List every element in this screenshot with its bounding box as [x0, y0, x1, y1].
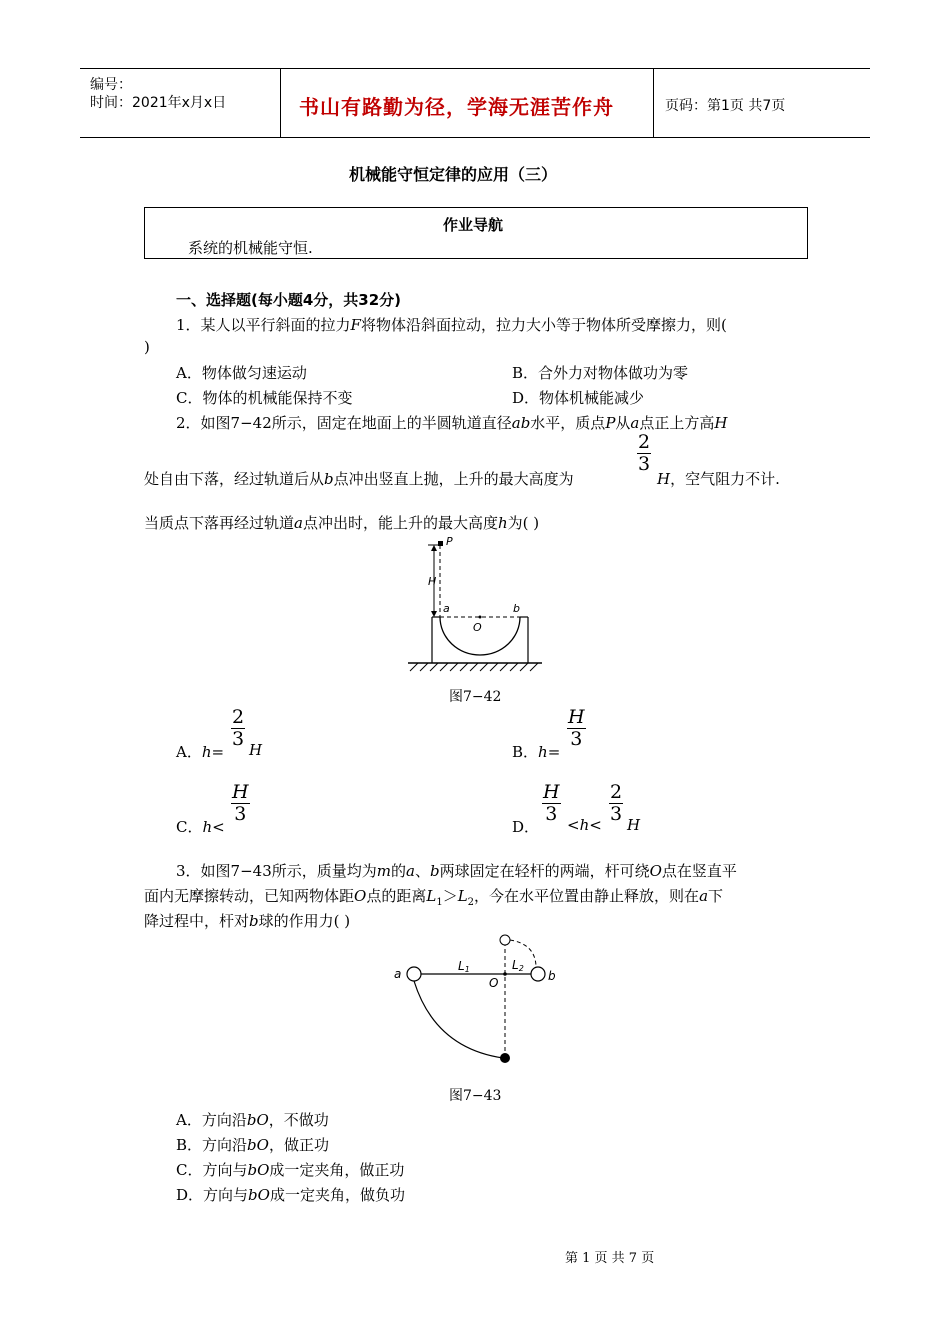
q3-option-a: A．方向沿bO，不做功: [176, 1111, 329, 1129]
fig43-label-a: a: [394, 967, 402, 981]
particle-p: [438, 541, 443, 546]
q1-option-b: B．合外力对物体做功为零: [512, 364, 689, 382]
fig42-label-b: b: [513, 602, 520, 615]
q1-option-c: C．物体的机械能保持不变: [176, 389, 353, 407]
page-title: 机械能守恒定律的应用（三）: [349, 165, 558, 184]
q2-option-d-h: H: [627, 816, 641, 834]
homework-nav-box: [144, 207, 808, 259]
q3-option-d: D．方向与bO成一定夹角，做负功: [176, 1186, 405, 1204]
figure-7-43: [390, 930, 565, 1070]
q2-option-c: C．h<: [176, 818, 225, 836]
motto: 书山有路勤为径，学海无涯苦作舟: [299, 95, 614, 119]
ball-b: [531, 967, 545, 981]
figure-7-42: [400, 535, 550, 680]
fig42-label-p: P: [446, 535, 453, 548]
fig43-label-l1: L1: [458, 959, 470, 974]
q2-option-a: A．h=: [176, 743, 225, 761]
q3-line3: 降过程中，杆对b球的作用力( ): [144, 912, 351, 930]
q2-option-b-frac: $\frac{H}{3}$: [568, 706, 585, 750]
q3-option-b: B．方向沿bO，做正功: [176, 1136, 329, 1154]
q1-close-paren: ): [144, 338, 150, 356]
figure-7-43-caption: 图7−43: [449, 1088, 502, 1104]
q2-option-c-frac: $\frac{H}{3}$: [232, 781, 249, 825]
q1-option-a: A．物体做匀速运动: [176, 364, 307, 382]
figure-7-42-caption: 图7−42: [449, 689, 502, 705]
q2-fraction: $\frac{2}{3}$: [638, 431, 651, 475]
q3-option-c: C．方向与bO成一定夹角，做正功: [176, 1161, 405, 1179]
q2-option-a-frac: $\frac{2}{3}$: [232, 706, 245, 750]
header-table: [80, 68, 870, 138]
fig42-label-o: O: [473, 621, 482, 634]
q3-line2: 面内无摩擦转动，已知两物体距O点的距离$L_1>L_2$，今在水平位置由静止释放，则在a下: [144, 887, 724, 908]
fig43-label-o: O: [489, 976, 499, 990]
nav-heading: 作业导航: [443, 216, 504, 234]
page-footer: 第 1 页 共 7 页: [565, 1251, 655, 1266]
q1-option-d: D．物体机械能减少: [512, 389, 645, 407]
section-heading: 一、选择题(每小题4分，共32分): [176, 291, 402, 309]
number-label: 编号：: [90, 77, 132, 93]
motto-cell: [280, 69, 654, 137]
ball-a-bottom: [500, 1053, 510, 1063]
fig43-label-l2: L2: [512, 958, 524, 973]
fig42-label-h: H: [428, 575, 437, 588]
q2-option-a-h: H: [249, 741, 263, 759]
q2-line3: 当质点下落再经过轨道a点冲出时，能上升的最大高度h为( ): [144, 514, 540, 532]
q2-option-d-prefix: D．: [512, 818, 540, 836]
q2-line1: 2．如图7−42所示，固定在地面上的半圆轨道直径ab水平，质点P从a点正上方高H: [176, 414, 728, 432]
page-info: 页码：第1页 共7页: [665, 98, 786, 114]
q1-stem: 1．某人以平行斜面的拉力F将物体沿斜面拉动，拉力大小等于物体所受摩擦力，则(: [176, 316, 727, 334]
q2-option-d-frac1: $\frac{H}{3}$: [543, 781, 560, 825]
q2-option-b: B．h=: [512, 743, 561, 761]
q2-line2-end: H，空气阻力不计.: [657, 470, 780, 488]
time-label: 时间：2021年x月x日: [90, 95, 227, 111]
q2-option-d-frac2: $\frac{2}{3}$: [610, 781, 623, 825]
q2-option-d-mid: <h<: [567, 816, 602, 834]
nav-content: 系统的机械能守恒.: [188, 239, 313, 257]
fig43-label-b: b: [548, 969, 556, 983]
fig42-label-a: a: [443, 602, 450, 615]
q2-line2: 处自由下落，经过轨道后从b点冲出竖直上抛，上升的最大高度为: [144, 470, 574, 488]
q3-line1: 3．如图7−43所示，质量均为m的a、b两球固定在轻杆的两端，杆可绕O点在竖直平: [176, 862, 737, 880]
ball-a: [407, 967, 421, 981]
